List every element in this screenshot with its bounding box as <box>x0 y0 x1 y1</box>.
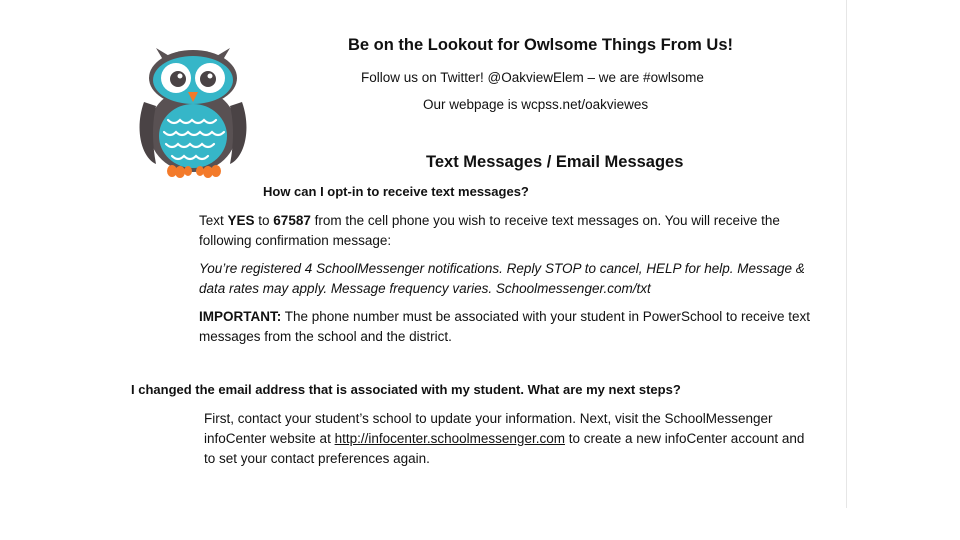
faq-question-opt-in: How can I opt-in to receive text messages? <box>263 184 529 199</box>
opt-in-instruction <box>199 211 809 251</box>
page-title: Be on the Lookout for Owlsome Things From Us! <box>348 36 734 54</box>
important-note <box>199 307 814 347</box>
webpage-line: Our webpage is wcpss.net/oakviewes <box>423 97 649 112</box>
instruction-middle: to <box>254 213 274 228</box>
important-text: The phone number must be associated with your student in PowerSchool to receive text messages from the school and the district. <box>199 309 811 344</box>
infocenter-link[interactable]: http://infocenter.schoolmessenger.com <box>334 431 565 446</box>
faq-question-email: I changed the email address that is associated with my student. What are my next steps? <box>131 382 681 397</box>
important-label: IMPORTANT: <box>199 309 282 324</box>
email-answer <box>204 409 819 469</box>
twitter-line: Follow us on Twitter! @OakviewElem – we are #owlsome <box>361 70 704 85</box>
instruction-suffix: from the cell phone you wish to receive text messages on. You will receive the following confirmation message: <box>199 213 780 248</box>
answer-before: First, contact your student’s school to update your information. Next, visit the SchoolMessenger infoCenter website at <box>204 411 773 446</box>
answer-after: to create a new infoCenter account and to set your contact preferences again. <box>204 431 805 466</box>
shortcode: 67587 <box>273 213 311 228</box>
section-title: Text Messages / Email Messages <box>426 153 684 171</box>
instruction-prefix: Text <box>199 213 228 228</box>
page-edge-divider <box>846 0 847 508</box>
owl-mascot-icon <box>138 40 248 178</box>
confirmation-message: You’re registered 4 SchoolMessenger notifications. Reply STOP to cancel, HELP for help. Message & data rates may apply. Message frequency varies. Schoolmessenger.com/txt <box>199 261 805 296</box>
keyword-yes: YES <box>227 213 255 228</box>
